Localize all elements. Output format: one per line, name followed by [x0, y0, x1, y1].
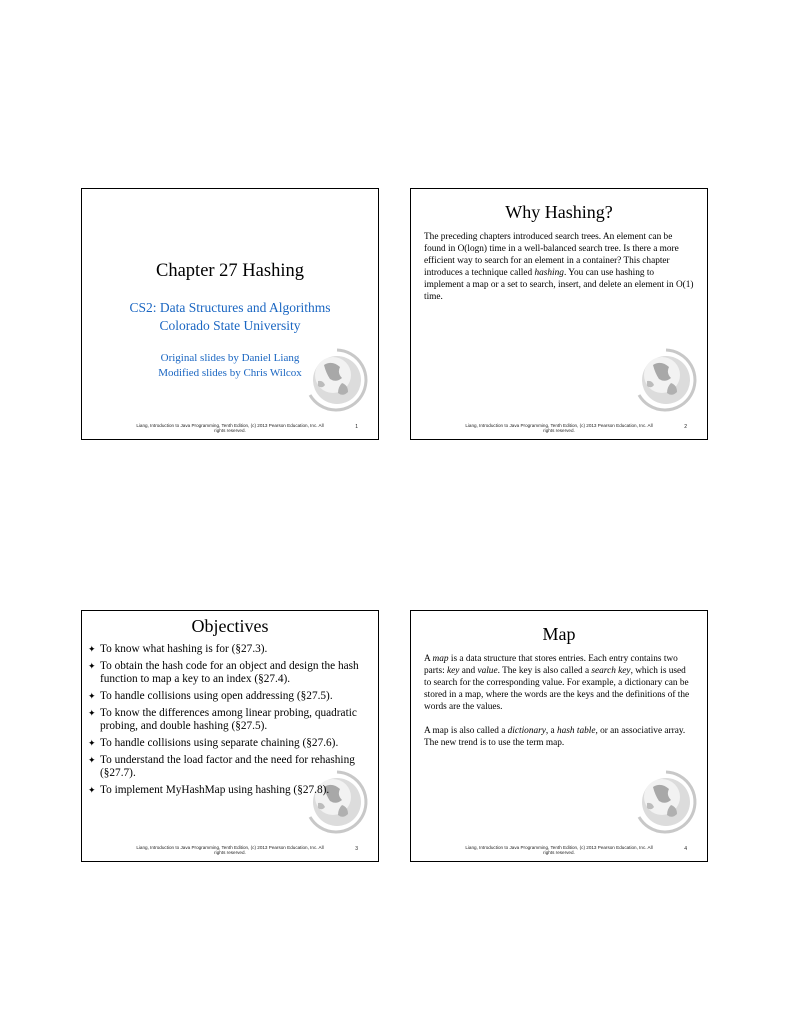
slide-map: [410, 610, 708, 862]
bullet-icon: ✦: [88, 737, 96, 748]
objectives-list: [88, 643, 372, 801]
list-item: ✦ To handle collisions using separate chaining (§27.6).: [88, 736, 339, 749]
page-number: 3: [355, 846, 358, 852]
footer-copyright: Liang, Introduction to Java Programming, Tenth Edition, (c) 2013 Pearson Education, Inc. All rights reserved.: [465, 422, 653, 434]
slide-title: Objectives: [191, 616, 269, 636]
globe-icon: [633, 347, 699, 413]
footer-copyright: Liang, Introduction to Java Programming, Tenth Edition, (c) 2013 Pearson Education, Inc. All rights reserved.: [136, 844, 324, 856]
body-paragraph: A map is also called a dictionary, a hash table, or an associative array. The new trend is to use the term map.: [424, 726, 686, 748]
bullet-icon: ✦: [88, 690, 96, 701]
slide-title-page: [81, 188, 379, 440]
body-paragraph: A map is a data structure that stores entries. Each entry contains two parts: key and value. The key is also called a search key, which is used to search for the corresponding value. For example, a dictionary can be stored in a map, where the words are the keys and the definitions of the words are the values.: [424, 654, 690, 712]
bullet-icon: ✦: [88, 754, 96, 765]
university-name: Colorado State University: [159, 318, 301, 333]
list-item: ✦ To understand the load factor and the need for rehashing (§27.7).: [88, 753, 355, 780]
footer-copyright: Liang, Introduction to Java Programming, Tenth Edition, (c) 2013 Pearson Education, Inc. All rights reserved.: [136, 422, 324, 434]
bullet-icon: ✦: [88, 644, 96, 654]
globe-icon: [633, 769, 699, 835]
page-number: 4: [684, 846, 687, 852]
page-number: 1: [355, 424, 358, 430]
globe-icon: [304, 347, 370, 413]
page-number: 2: [684, 424, 687, 430]
slide-why-hashing: [410, 188, 708, 440]
list-item: ✦ To know the differences among linear probing, quadratic probing, and double hashing (§27.5).: [88, 706, 357, 733]
modifier-credit: Modified slides by Chris Wilcox: [158, 367, 302, 379]
list-item: ✦ To implement MyHashMap using hashing (§27.8).: [88, 783, 330, 796]
slide-title: Map: [542, 624, 576, 644]
footer-copyright: Liang, Introduction to Java Programming, Tenth Edition, (c) 2013 Pearson Education, Inc. All rights reserved.: [465, 844, 653, 856]
list-item: ✦ To know what hashing is for (§27.3).: [88, 643, 268, 655]
list-item: ✦ To handle collisions using open addressing (§27.5).: [88, 689, 333, 702]
slide-title: Why Hashing?: [505, 202, 613, 222]
bullet-icon: ✦: [88, 660, 96, 671]
chapter-title: Chapter 27 Hashing: [156, 261, 304, 281]
course-name: CS2: Data Structures and Algorithms: [129, 300, 331, 315]
slide-body: [424, 653, 695, 749]
slide-objectives: [81, 610, 379, 862]
list-item: ✦ To obtain the hash code for an object and design the hash function to map a key to an index (§27.4).: [88, 659, 359, 686]
slide-body: [424, 231, 695, 303]
bullet-icon: ✦: [88, 707, 96, 718]
bullet-icon: ✦: [88, 784, 96, 795]
original-author-credit: Original slides by Daniel Liang: [160, 352, 300, 364]
body-paragraph: The preceding chapters introduced search trees. An element can be found in O(logn) time in a well-balanced search tree. Is there a more efficient way to search for an element in a container? This chapter introduces a technique called hashing. You can use hashing to implement a map or a set to search, insert, and delete an element in O(1) time.: [424, 232, 694, 302]
